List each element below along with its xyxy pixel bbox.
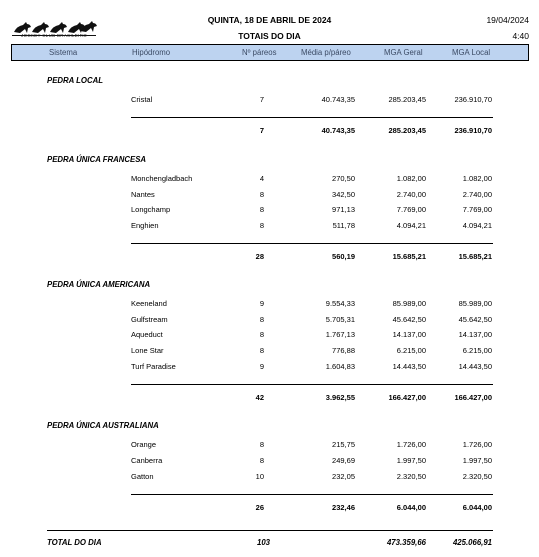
column-header-bar: [11, 44, 529, 61]
subtotal-divider: [131, 494, 493, 495]
col-mga-geral: MGA Geral: [384, 48, 423, 57]
group-title: PEDRA ÚNICA AMERICANA: [47, 280, 151, 289]
subtotal-divider: [131, 243, 493, 244]
subtotal-divider: [131, 384, 493, 385]
grand-total-pareos: 103: [256, 538, 270, 547]
report-time: 4:40: [512, 31, 529, 41]
grand-total-divider: [47, 530, 493, 531]
report-title: QUINTA, 18 DE ABRIL DE 2024: [207, 15, 332, 25]
col-pareos: Nº páreos: [242, 48, 277, 57]
report-date: 19/04/2024: [486, 15, 529, 25]
logo-caption: JOCKEY CLUB BRASILEIRO: [20, 33, 88, 38]
subtotal-divider: [131, 117, 493, 118]
grand-total-label: TOTAL DO DIA: [47, 538, 102, 547]
col-mga-local: MGA Local: [452, 48, 491, 57]
group-title: PEDRA LOCAL: [47, 76, 104, 85]
col-media: Média p/páreo: [301, 48, 351, 57]
grand-total-local: 425.066,91: [452, 538, 492, 547]
group-title: PEDRA ÚNICA AUSTRALIANA: [47, 421, 159, 430]
group-title: PEDRA ÚNICA FRANCESA: [47, 155, 147, 164]
col-hipodromo: Hipódromo: [132, 48, 171, 57]
report-subtitle: TOTAIS DO DIA: [238, 31, 301, 41]
grand-total-geral: 473.359,66: [386, 538, 426, 547]
col-sistema: Sistema: [49, 48, 78, 57]
